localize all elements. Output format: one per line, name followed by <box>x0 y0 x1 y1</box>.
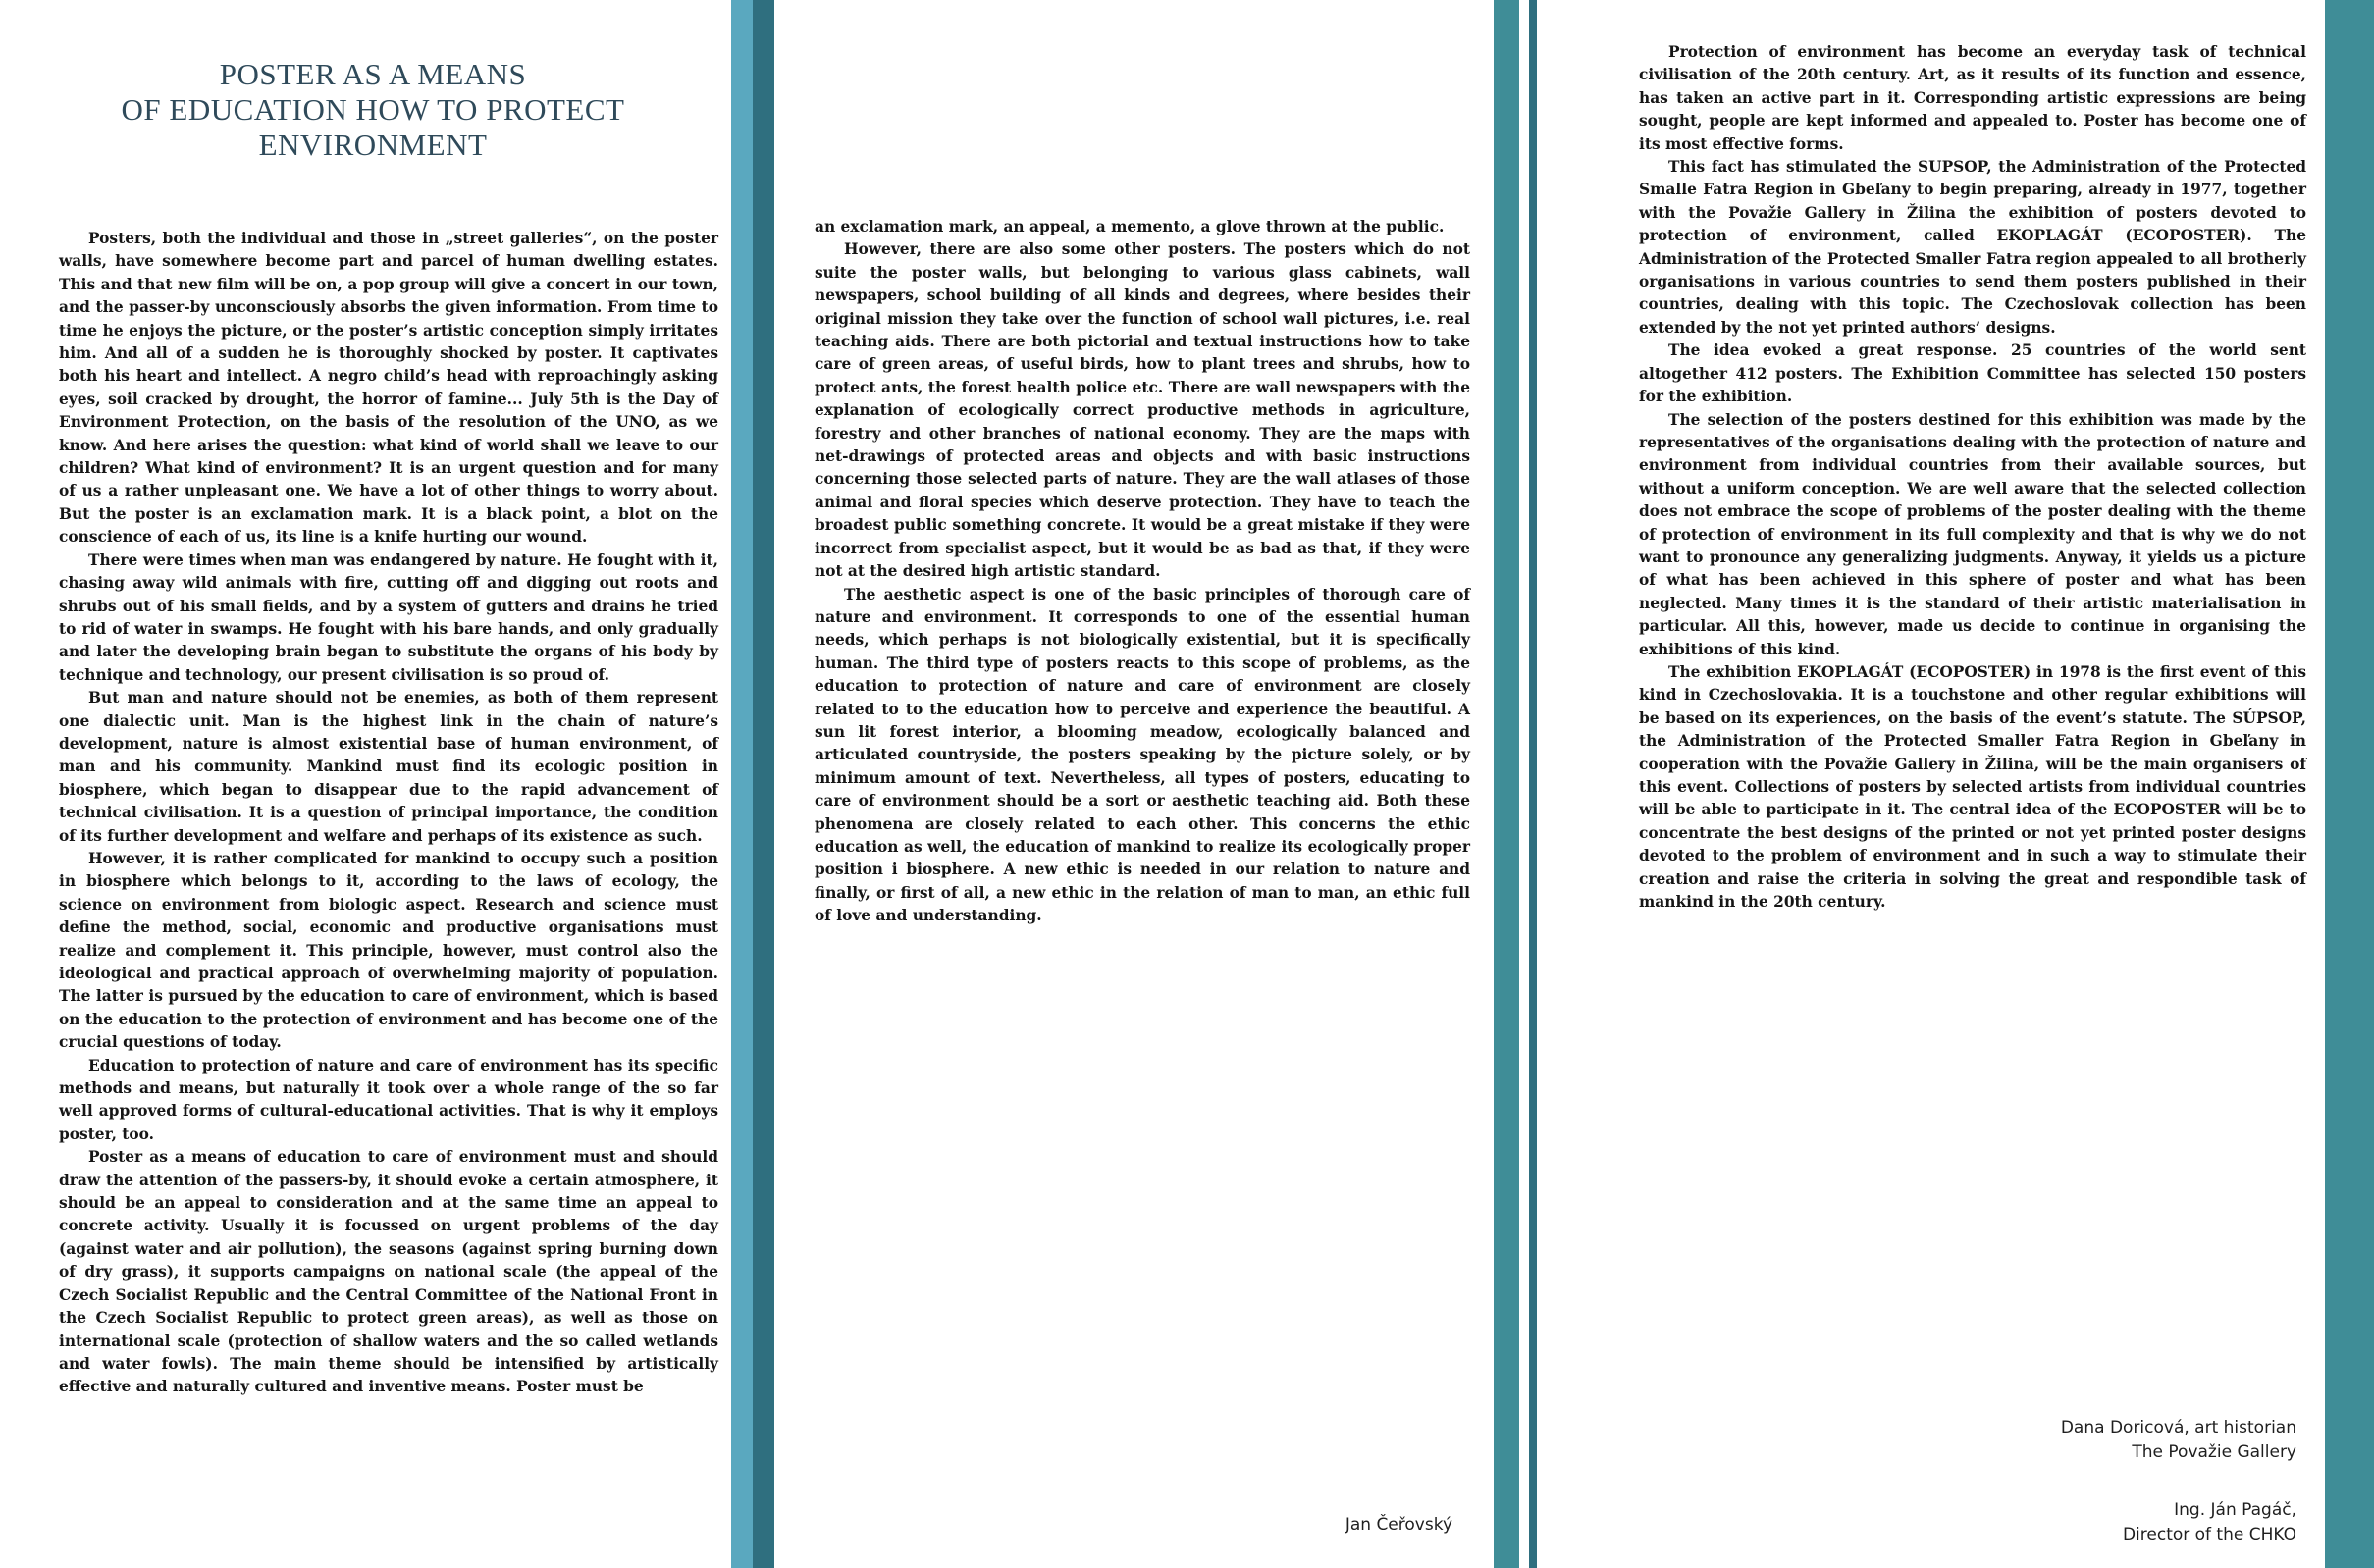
right-edge-strip <box>2325 0 2374 1568</box>
paragraph: Protection of environment has become an everyday task of technical civilisation of the 20th century. Art, as it results of its function and essence, has taken an active part in it. Corresponding artistic expressions are being sought, people are kept informed and appealed to. Poster has become one of its most effective forms. <box>1639 43 2306 153</box>
page2-text-column <box>815 216 1470 928</box>
page-right <box>1558 0 2325 1568</box>
paragraph: The aesthetic aspect is one of the basic principles of thorough care of nature and environment. It corresponds to one of the essential human needs, which perhaps is not biologically existential, but it is specifically human. The third type of posters reacts to this scope of problems, as the education to protection of nature and care of environment are closely related to to the education how to perceive and experience the beautiful. A sun lit forest interior, a blooming meadow, ecologically balanced and articulated countryside, the posters speaking by the picture solely, or by minimum amount of text. Nevertheless, all types of posters, educating to care of environment should be a sort or aesthetic teaching aid. Both these phenomena are closely related to each other. This concerns the ethic education as well, the education of mankind to realize its ecologically proper position i biosphere. A new ethic is needed in our relation to nature and finally, or first of all, a new ethic in the relation of man to man, an ethic full of love and understanding. <box>815 585 1470 925</box>
page-left <box>0 0 731 1568</box>
paragraph: This fact has stimulated the SUPSOP, the Administration of the Protected Smalle Fatra Region in Gbeľany to begin preparing, already in 1977, together with the Považie Gallery in Žilina the exhibition of posters devoted to protection of environment, called EKOPLAGÁT (ECOPOSTER). The Administration of the Protected Smaller Fatra region appealed to all brotherly organisations in various countries to send them posters published in their countries, dealing with this topic. The Czechoslovak collection has been extended by the not yet printed authors’ designs. <box>1639 158 2306 337</box>
paragraph: But man and nature should not be enemies, as both of them represent one dialectic unit. Man is the highest link in the chain of nature’s development, nature is almost existential base of human environment, of man and his community. Mankind must find its ecologic position in biosphere, which began to disappear due to the rapid advancement of technical civilisation. It is a question of principal importance, the condition of its further development and welfare and perhaps of its existence as such. <box>59 689 718 845</box>
paragraph: Posters, both the individual and those in „street galleries“, on the poster walls, have somewhere become part and parcel of human dwelling estates. This and that new film will be on, a pop group will give a concert in our town, and the passer-by unconsciously absorbs the given information. From time to time he enjoys the picture, or the poster’s artistic conception simply irritates him. And all of a sudden he is thoroughly shocked by poster. It captivates both his heart and intellect. A negro child’s head with reproachingly asking eyes, soil cracked by drought, the horror of famine... July 5th is the Day of Environment Protection, on the basis of the resolution of the UNO, as we know. And here arises the question: what kind of world shall we leave to our children? What kind of environment? It is an urgent question and for many of us a rather unpleasant one. We have a lot of other things to worry about. But the poster is an exclamation mark. It is a black point, a blot on the conscience of each of us, its line is a knife hurting our wound. <box>59 230 718 547</box>
paragraph: an exclamation mark, an appeal, a memento, a glove thrown at the public. <box>815 218 1445 235</box>
spine-strip-teal <box>1494 0 1519 1568</box>
signature-doricova <box>2061 1416 2296 1465</box>
spine-strip-dark-2 <box>1529 0 1537 1568</box>
title-line-3: ENVIRONMENT <box>258 128 488 162</box>
paragraph: The exhibition EKOPLAGÁT (ECOPOSTER) in 1978 is the first event of this kind in Czechoslovakia. It is a touchstone and other regular exhibitions will be based on its experiences, on the basis of the event’s statute. The SÚPSOP, the Administration of the Protected Smaller Fatra Region in Gbeľany in cooperation with the Považie Gallery in Žilina, will be the main organisers of this event. Collections of posters by selected artists from individual countries will be able to participate in it. The central idea of the ECOPOSTER will be to concentrate the best designs of the printed or not yet printed poster designs devoted to the problem of environment and in such a way to stimulate their creation and raise the criteria in solving the great and respondible task of mankind in the 20th century. <box>1639 662 2306 912</box>
paragraph: There were times when man was endangered by nature. He fought with it, chasing away wild animals with fire, cutting off and digging out roots and shrubs out of his small fields, and by a system of gutters and drains he tried to rid of water in swamps. He fought with his bare hands, and only gradually and later the developing brain began to substitute the organs of his body by technique and technology, our present civilisation is so proud of. <box>59 550 718 684</box>
signature-cerovsky <box>1345 1513 1452 1538</box>
page1-text-column <box>59 228 718 1399</box>
signature-pagac <box>2123 1498 2296 1547</box>
title-line-1: POSTER AS A MEANS <box>219 57 527 91</box>
page-title <box>39 57 707 163</box>
spine-strip-dark <box>753 0 774 1568</box>
spine-gap-2 <box>1537 0 1558 1568</box>
paragraph: Poster as a means of education to care of environment must and should draw the attention of the passers-by, it should evoke a certain atmosphere, it should be an appeal to consideration and at the same time an appeal to concrete activity. Usually it is focussed on urgent problems of the day (against water and air pollution), the seasons (against spring burning down of dry grass), it supports campaigns on national scale (the appeal of the Czech Socialist Republic and the Central Committee of the National Front in the Czech Socialist Republic to protect green areas), as well as those on international scale (protection of shallow waters and the so called wetlands and water fowls). The main theme should be intensified by artistically effective and naturally cultured and inventive means. Poster must be <box>59 1148 718 1396</box>
signature-name: Dana Doricová, art historian <box>2060 1418 2296 1437</box>
signature-name: Jan Čeřovský <box>1345 1515 1452 1535</box>
signature-role: Director of the CHKO <box>2122 1525 2296 1544</box>
signature-affiliation: The Považie Gallery <box>2132 1442 2296 1462</box>
spine-gap <box>1519 0 1529 1568</box>
page3-text-column <box>1639 41 2306 914</box>
paragraph: Education to protection of nature and care of environment has its specific methods and means, but naturally it took over a whole range of the so far well approved forms of cultural-educational activities. That is why it employs poster, too. <box>59 1056 718 1143</box>
signature-name: Ing. Ján Pagáč, <box>2174 1500 2296 1520</box>
paragraph: The idea evoked a great response. 25 countries of the world sent altogether 412 posters. The Exhibition Committee has selected 150 posters for the exhibition. <box>1639 341 2306 406</box>
paragraph: However, there are also some other posters. The posters which do not suite the poster walls, but belonging to various glass cabinets, wall newspapers, school building of all kinds and degrees, where besides their original mission they take over the function of school wall pictures, i.e. real teaching aids. There are both pictorial and textual instructions how to take care of green areas, of useful birds, how to plant trees and shrubs, how to protect ants, the forest health police etc. There are wall newspapers with the explanation of ecologically correct productive methods in agriculture, forestry and other branches of national economy. They are the maps with net-drawings of protected areas and objects and with basic instructions concerning those selected parts of nature. They are the wall atlases of those animal and floral species which deserve protection. They have to teach the broadest public something concrete. It would be a great mistake if they were incorrect from specialist aspect, but it would be as bad as that, if they were not at the desired high artistic standard. <box>815 240 1470 581</box>
spine-strip-light <box>731 0 753 1568</box>
paragraph: However, it is rather complicated for mankind to occupy such a position in biosphere which belongs to it, according to the laws of ecology, the science on environment from biologic aspect. Research and science must define the method, social, economic and productive organisations must realize and complement it. This principle, however, must control also the ideological and practical approach of overwhelming majority of population. The latter is pursued by the education to care of environment, which is based on the education to the protection of environment and has become one of the crucial questions of today. <box>59 849 718 1052</box>
title-line-2: OF EDUCATION HOW TO PROTECT <box>121 92 625 127</box>
page-middle <box>774 0 1494 1568</box>
paragraph: The selection of the posters destined for this exhibition was made by the representatives of the organisations dealing with the protection of nature and environment from individual countries from their available sources, but without a uniform conception. We are well aware that the selected collection does not embrace the scope of problems of the poster dealing with the theme of protection of environment in its full complexity and that is why we do not want to pronounce any generalizing judgments. Anyway, it yields us a picture of what has been achieved in this sphere of poster and what has been neglected. Many times it is the standard of their artistic materialisation in particular. All this, however, made us decide to continue in organising the exhibitions of this kind. <box>1639 410 2306 658</box>
